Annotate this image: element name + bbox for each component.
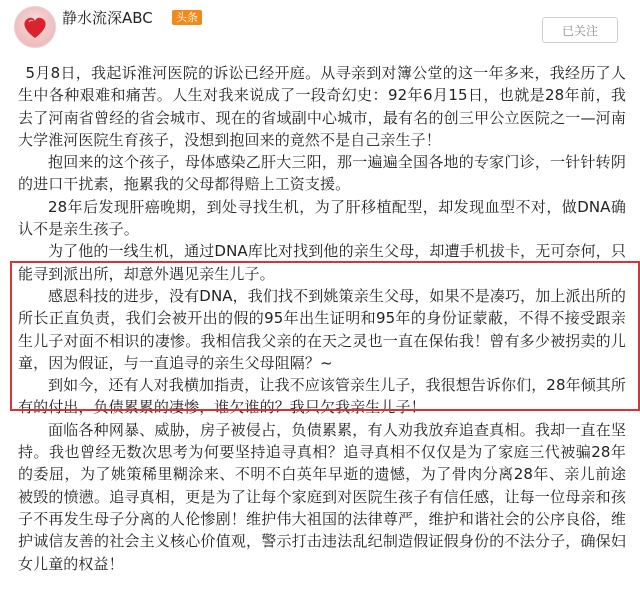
paragraph-7: 面临各种网暴、威胁，房子被侵占，负债累累，有人劝我放弃追查真相。我却一直在坚持。我也曾经无数次思考为何要坚持追寻真相？追寻真相不仅仅是为了家庭三代被骗28年的委屈，为了姚策稀里糊涂来、不明不白英年早逝的遗憾，为了骨肉分离28年、亲儿前途被毁的愤懑。追寻真相，更是为了让每个家庭到对医院生孩子有信任感，让每一位母亲和孩子不再发生母子分离的人伦惨剧！维护伟大祖国的法律尊严，维护和谐社会的公序良俗，维护诚信友善的社会主义核心价值观，警示打击违法乱纪制造假证假身份的不法分子，确保妇女儿童的权益！ bbox=[18, 420, 626, 573]
paragraph-2: 抱回来的这个孩子，母体感染乙肝大三阳，那一遍遍全国各地的专家门诊，一针针转阴的进口干扰素，拖累我的父母都得赔上工资支援。 bbox=[18, 153, 626, 194]
paragraph-4: 为了他的一线生机，通过DNA库比对找到他的亲生父母，却遭手机拔卡，无可奈何，只能寻到派出所，却意外遇见亲生儿子。 bbox=[18, 242, 626, 283]
article-body bbox=[18, 62, 626, 575]
paragraph-3: 28年后发现肝癌晚期，到处寻找生机，为了肝移植配型，却发现血型不对，做DNA确认不是亲生孩子。 bbox=[18, 197, 626, 239]
author-header bbox=[0, 0, 640, 58]
follow-button[interactable]: 已关注 bbox=[542, 17, 618, 43]
heart-avatar-icon bbox=[15, 7, 55, 47]
username[interactable]: 静水流深ABC bbox=[62, 9, 153, 27]
paragraph-1: 5月8日，我起诉淮河医院的诉讼已经开庭。从寻亲到对簿公堂的这一年多来，我经历了人生中各种艰难和痛苦。人生对我来说成了一段奇幻史：92年6月15日，也就是28年前，我去了河南省曾经的省会城市、现在的省域副中心城市，最有名的创三甲公立医院之一—河南大学淮河医院生育孩子，没想到抱回来的竟然不是自己亲生子！ bbox=[18, 64, 626, 149]
paragraph-6: 到如今，还有人对我横加指责，让我不应该管亲生儿子，我很想告诉你们，28年倾其所有的付出，负债累累的凄惨，谁欠谁的？我只欠我亲生儿子！ bbox=[18, 376, 626, 417]
avatar[interactable] bbox=[14, 6, 56, 48]
toutiao-badge: 头条 bbox=[172, 10, 202, 25]
paragraph-5: 感恩科技的进步，没有DNA，我们找不到姚策亲生父母，如果不是凑巧，加上派出所的所长正直负责，我们会被开出的假的95年出生证明和95年的身份证蒙蔽，不得不接受跟亲生儿子对面不相识的凄惨。我相信我父亲的在天之灵也一直在保佑我！曾有多少被拐卖的儿童，因为假证，与一直追寻的亲生父母阻隔？~ bbox=[18, 286, 626, 372]
